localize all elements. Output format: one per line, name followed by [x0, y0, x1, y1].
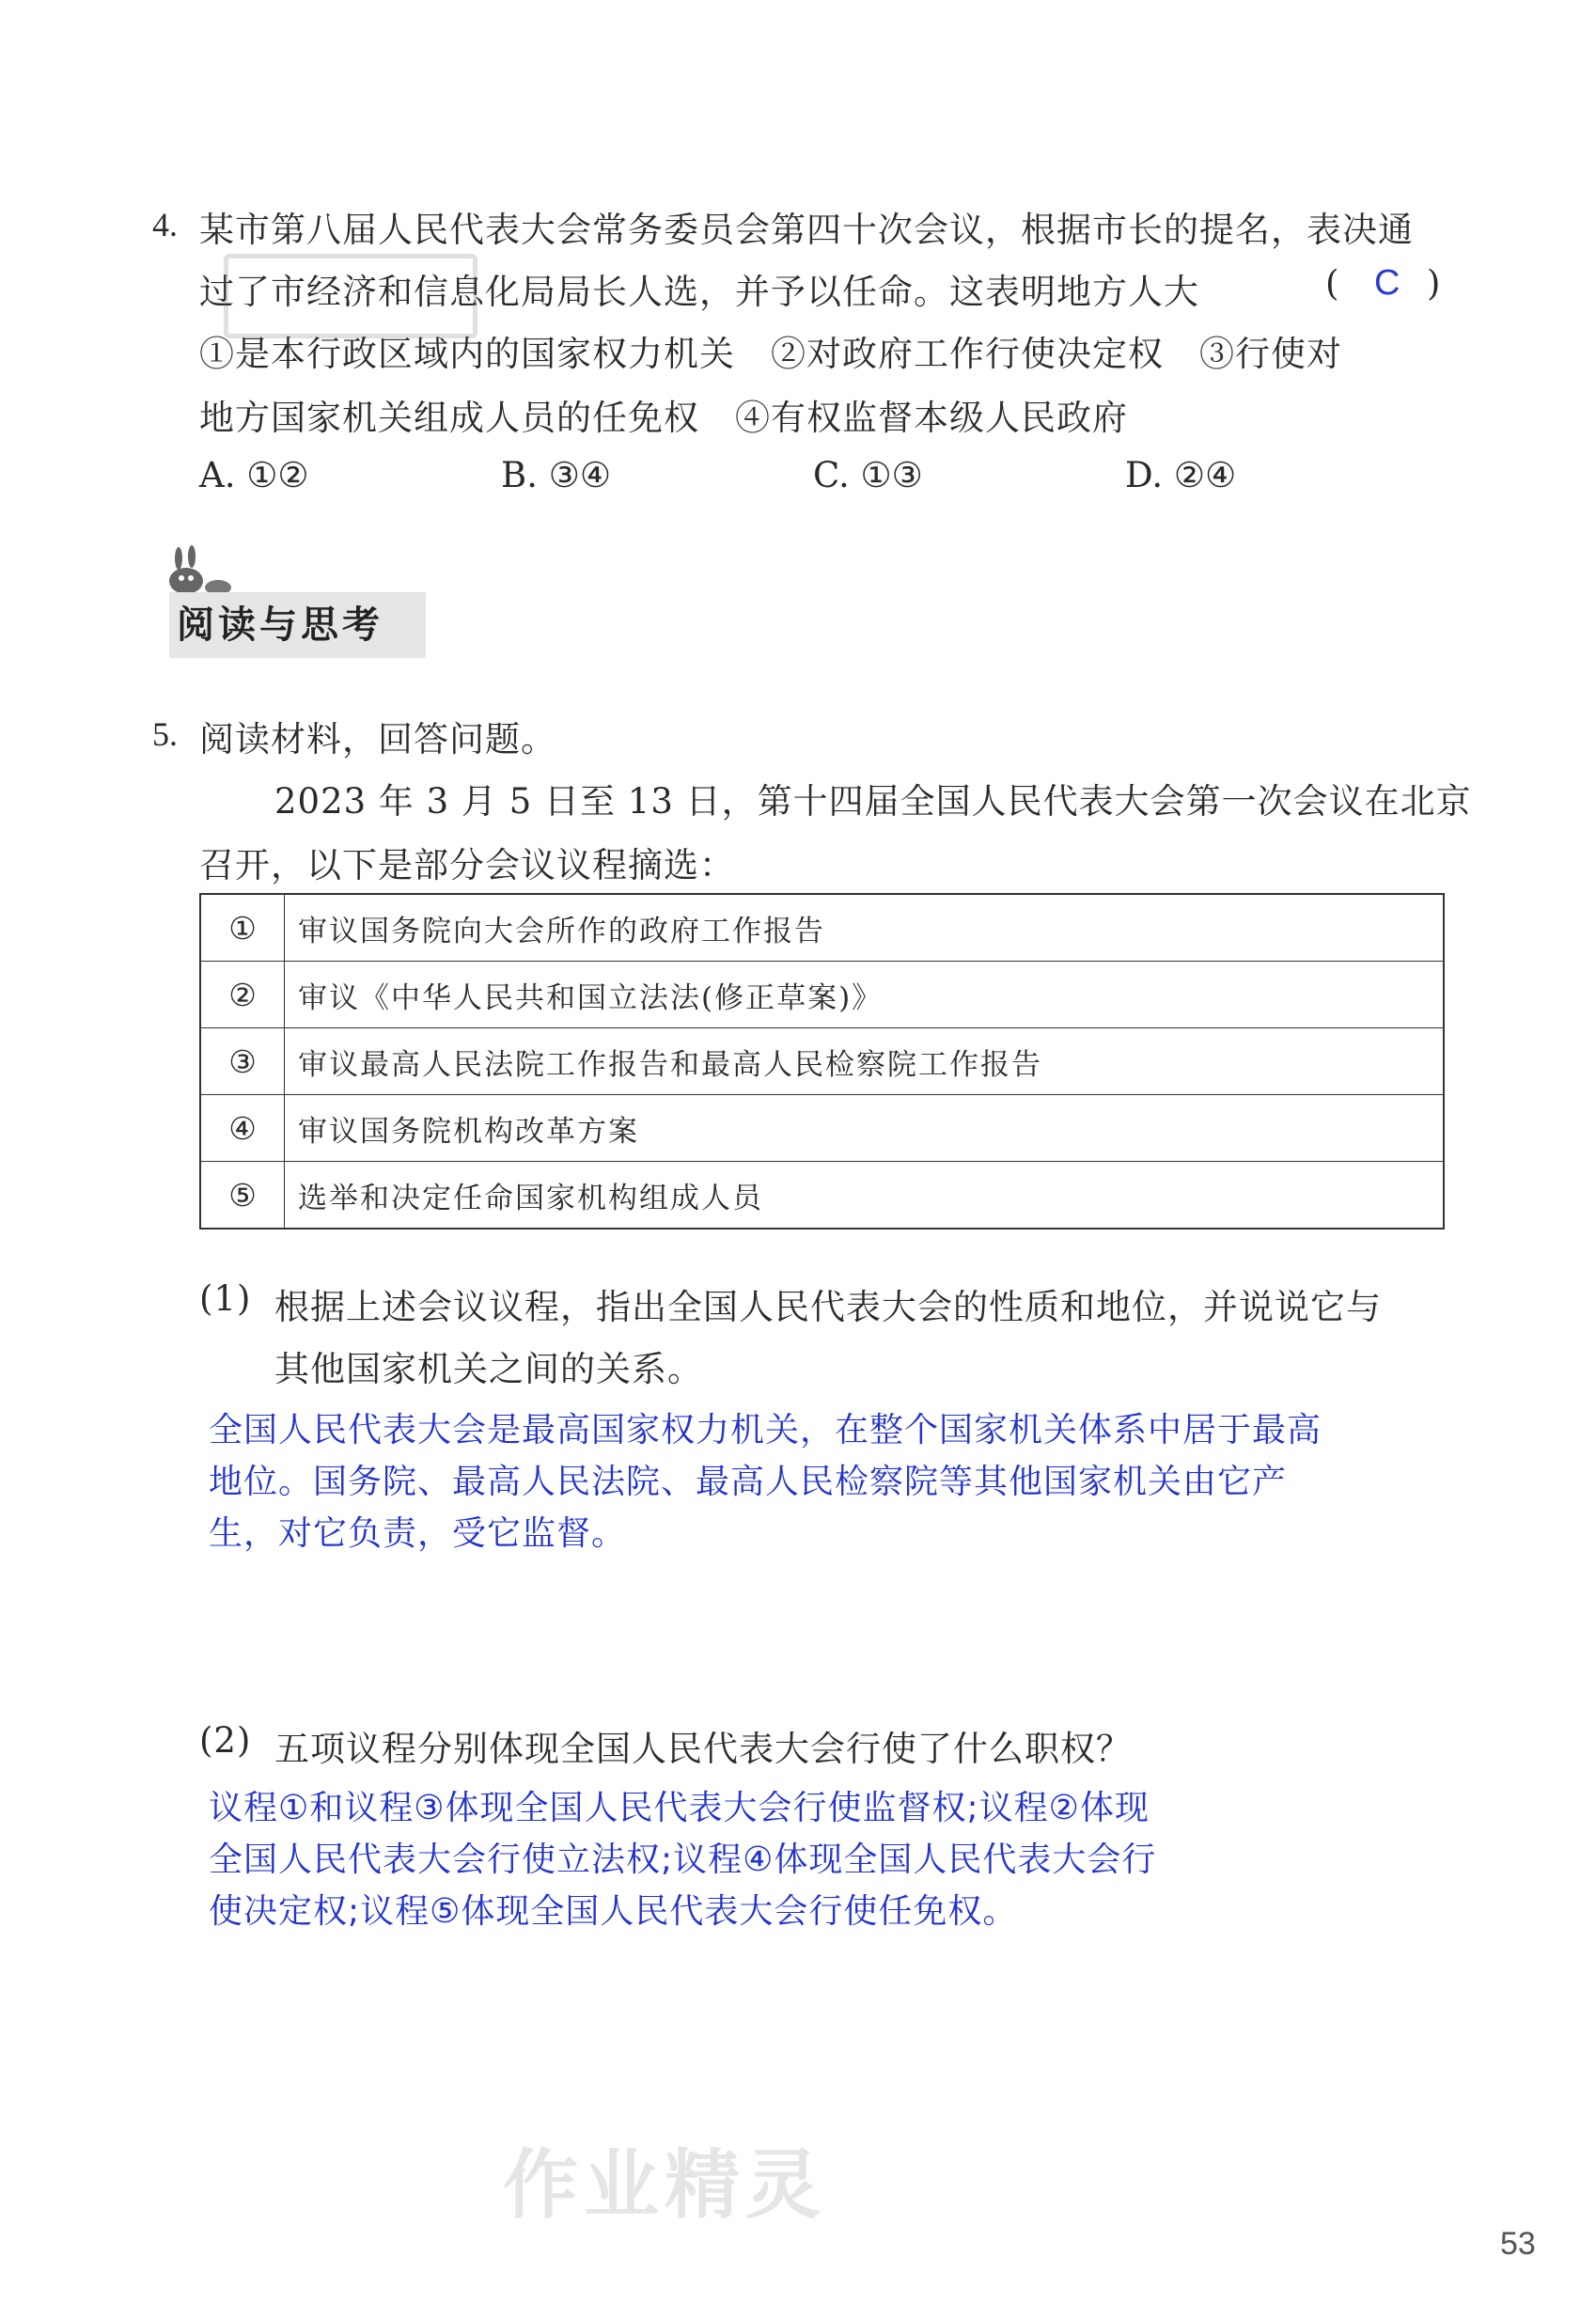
material-line-1: 2023 年 3 月 5 日至 13 日，第十四届全国人民代表大会第一次会议在北京	[274, 781, 1472, 822]
agenda-text: 选举和决定任命国家机构组成人员	[285, 1162, 1445, 1230]
subquestion-2-label: (2)	[199, 1720, 252, 1761]
agenda-num: ①	[200, 894, 285, 962]
answer-2-line-2: 全国人民代表大会行使立法权;议程④体现全国人民代表大会行	[209, 1841, 1157, 1879]
material-line-2: 召开，以下是部分会议议程摘选：	[199, 845, 735, 885]
answer-1-line-3: 生，对它负责，受它监督。	[209, 1514, 627, 1553]
question-5-number: 5.	[152, 715, 178, 753]
agenda-text: 审议《中华人民共和国立法法(修正草案)》	[285, 962, 1445, 1028]
subquestion-1-label: (1)	[199, 1278, 252, 1319]
watermark-bottom: 作业精灵	[503, 2141, 826, 2229]
table-row	[200, 962, 1444, 1028]
section-title: 阅读与思考	[169, 592, 426, 658]
answer-2-line-3: 使决定权;议程⑤体现全国人民代表大会行使任免权。	[209, 1892, 1018, 1931]
answer-bracket-open: (	[1325, 263, 1340, 304]
agenda-num: ②	[200, 962, 285, 1028]
answer-bracket-close: )	[1427, 263, 1442, 304]
agenda-table	[199, 893, 1445, 1230]
option-a: A. ①②	[199, 455, 309, 495]
watermark-top	[224, 254, 477, 338]
table-row	[200, 1095, 1444, 1162]
agenda-num: ③	[200, 1028, 285, 1095]
question-4-line-4: 地方国家机关组成人员的任免权 ④有权监督本级人民政府	[199, 398, 1128, 438]
agenda-num: ④	[200, 1095, 285, 1162]
option-d: D. ②④	[1125, 455, 1237, 495]
agenda-text: 审议最高人民法院工作报告和最高人民检察院工作报告	[285, 1028, 1445, 1095]
question-4-line-2: 过了市经济和信息化局局长人选，并予以任命。这表明地方人大	[199, 272, 1199, 312]
question-4-line-3: ①是本行政区域内的国家权力机关 ②对政府工作行使决定权 ③行使对	[199, 334, 1342, 374]
agenda-text: 审议国务院向大会所作的政府工作报告	[285, 894, 1445, 962]
table-row	[200, 1028, 1444, 1095]
option-c: C. ①③	[813, 455, 923, 495]
subquestion-2-question: 五项议程分别体现全国人民代表大会行使了什么职权？	[274, 1729, 1132, 1769]
question-4-line-1: 某市第八届人民代表大会常务委员会第四十次会议，根据市长的提名，表决通	[199, 210, 1414, 250]
answer-2-line-1: 议程①和议程③体现全国人民代表大会行使监督权;议程②体现	[209, 1789, 1150, 1827]
answer-1-line-2: 地位。国务院、最高人民法院、最高人民检察院等其他国家机关由它产	[209, 1463, 1288, 1501]
table-row	[200, 1162, 1444, 1230]
answer-1-line-1: 全国人民代表大会是最高国家权力机关，在整个国家机关体系中居于最高	[209, 1411, 1322, 1449]
option-b: B. ③④	[501, 455, 612, 495]
rabbit-mascot-icon	[160, 545, 235, 597]
table-row	[200, 894, 1444, 962]
agenda-text: 审议国务院机构改革方案	[285, 1095, 1445, 1162]
subquestion-1-line-2: 其他国家机关之间的关系。	[274, 1349, 703, 1389]
agenda-num: ⑤	[200, 1162, 285, 1230]
question-5-prompt: 阅读材料，回答问题。	[199, 719, 556, 760]
page-number: 53	[1500, 2226, 1536, 2262]
subquestion-1-line-1: 根据上述会议议程，指出全国人民代表大会的性质和地位，并说说它与	[274, 1287, 1382, 1327]
question-4-answer: C	[1374, 263, 1400, 303]
question-4-number: 4.	[152, 206, 178, 243]
